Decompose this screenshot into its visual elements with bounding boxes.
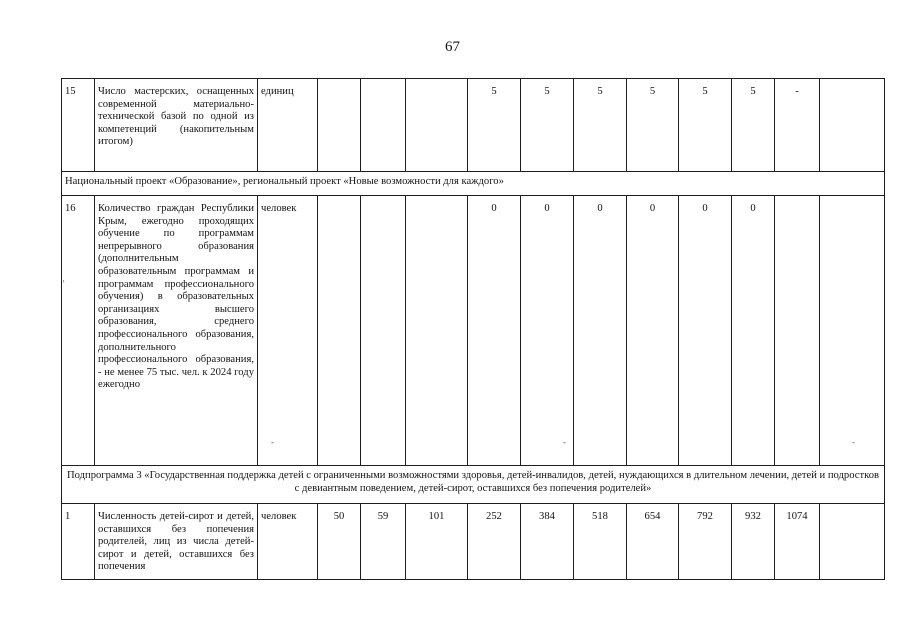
page-number: 67: [445, 39, 460, 55]
value-cell: 5: [521, 79, 574, 172]
indicator-name: Количество граждан Республики Крым, ежегодно проходящих обучение по программам непрерывного образования (дополнительным образовательным программам и программам профессионального обучения) в образовательных организациях высшего образования, среднего профессионального образования, дополнительного профессионального образования, - не менее 75 тыс. чел. к 2024 году ежегодно: [95, 196, 258, 466]
value-cell: 59: [361, 504, 406, 580]
table-row: [62, 79, 885, 172]
scan-mark: -: [563, 437, 566, 447]
value-cell: 0: [521, 196, 574, 466]
section-row: [62, 466, 885, 504]
value-cell: [820, 504, 885, 580]
value-cell: 0: [679, 196, 732, 466]
value-cell: [361, 196, 406, 466]
unit-cell: единиц: [258, 79, 318, 172]
value-cell: [361, 79, 406, 172]
value-cell: [820, 196, 885, 466]
unit-cell: человек: [258, 504, 318, 580]
value-cell: 0: [574, 196, 627, 466]
scan-mark: -: [852, 437, 855, 447]
value-cell: [820, 79, 885, 172]
value-cell: 50: [318, 504, 361, 580]
indicator-name: Численность детей-сирот и детей, оставшихся без попечения родителей, лиц из числа детей-сирот и детей, оставшихся без попечения: [95, 504, 258, 580]
scan-mark: -: [59, 277, 70, 285]
scan-mark: -: [271, 437, 274, 447]
value-cell: [775, 196, 820, 466]
value-cell: 792: [679, 504, 732, 580]
indicator-name: Число мастерских, оснащенных современной материально-технической базой по одной из компетенций (накопительным итогом): [95, 79, 258, 172]
value-cell: 0: [468, 196, 521, 466]
value-cell: 654: [627, 504, 679, 580]
section-title: Подпрограмма 3 «Государственная поддержка детей с ограниченными возможностями здоровья, детей-инвалидов, детей, нуждающихся в длительном лечении, детей и подростков с девиантным поведением, детей-сирот, оставшихся без попечения родителей»: [62, 466, 885, 504]
value-cell: 5: [732, 79, 775, 172]
value-cell: [406, 79, 468, 172]
value-cell: 518: [574, 504, 627, 580]
value-cell: 5: [679, 79, 732, 172]
value-cell: 1074: [775, 504, 820, 580]
value-cell: 384: [521, 504, 574, 580]
value-cell: 5: [627, 79, 679, 172]
value-cell: -: [775, 79, 820, 172]
table-row: [62, 504, 885, 580]
row-number: 15: [62, 79, 95, 172]
section-row: [62, 172, 885, 196]
value-cell: 101: [406, 504, 468, 580]
value-cell: 932: [732, 504, 775, 580]
indicator-table: [61, 78, 885, 580]
row-number: 16: [62, 196, 95, 466]
unit-cell: человек: [258, 196, 318, 466]
row-number: 1: [62, 504, 95, 580]
table-row: [62, 196, 885, 466]
value-cell: [318, 196, 361, 466]
value-cell: [318, 79, 361, 172]
value-cell: 252: [468, 504, 521, 580]
value-cell: 5: [468, 79, 521, 172]
value-cell: 5: [574, 79, 627, 172]
value-cell: 0: [627, 196, 679, 466]
value-cell: [406, 196, 468, 466]
value-cell: 0: [732, 196, 775, 466]
section-title: Национальный проект «Образование», региональный проект «Новые возможности для каждого»: [62, 172, 885, 196]
